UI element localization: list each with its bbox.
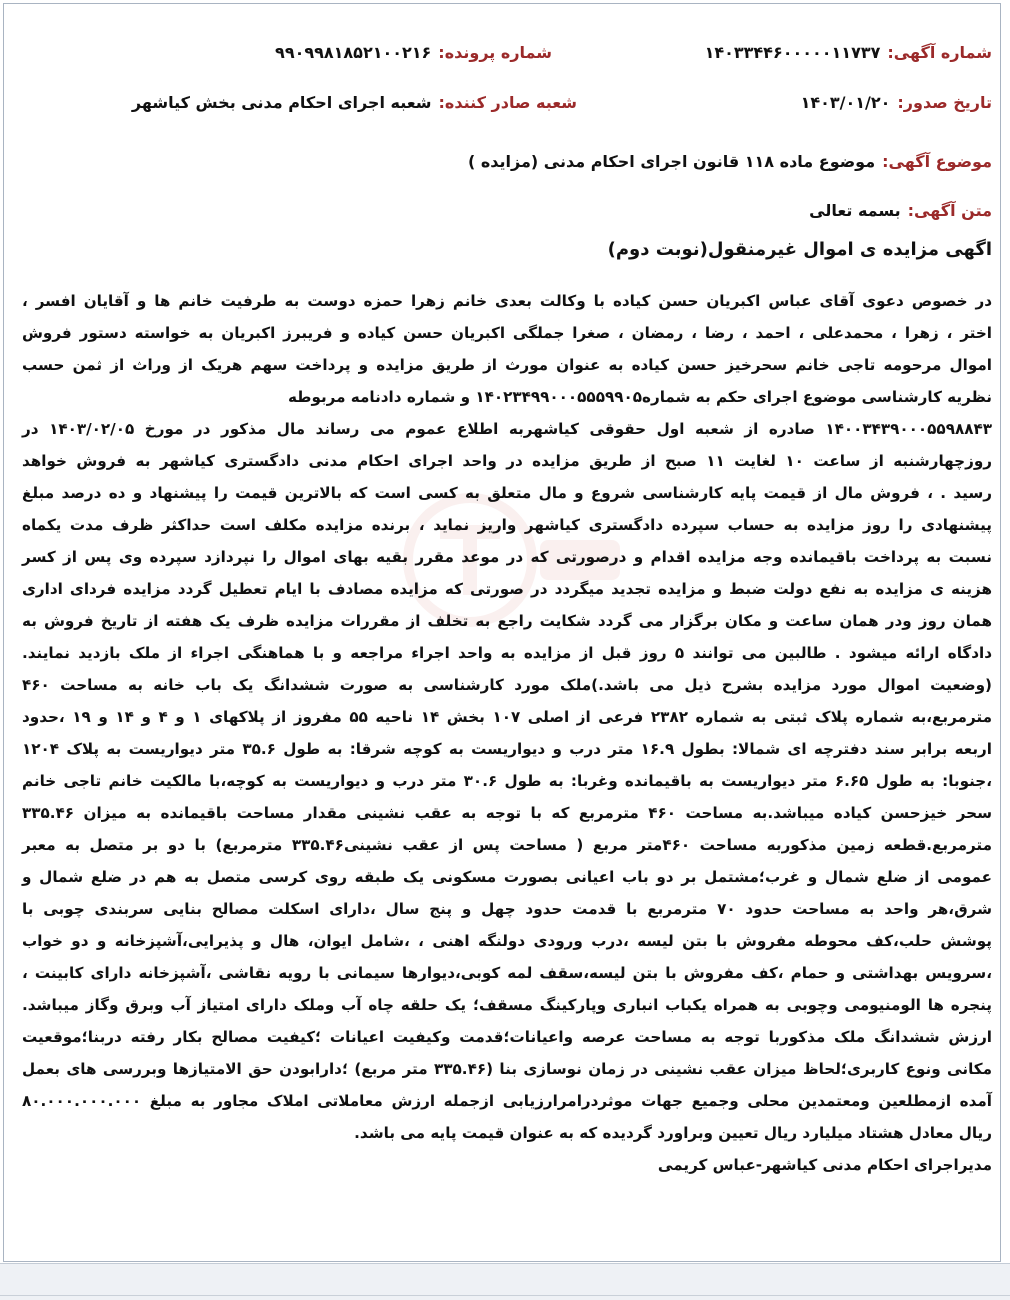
issuer-label: شعبه صادر کننده: xyxy=(438,93,577,112)
issue-date-value: ۱۴۰۳/۰۱/۲۰ xyxy=(800,93,891,112)
ad-number-label: شماره آگهی: xyxy=(887,43,992,62)
body-text-line: مترمربع.قطعه زمین مذکوربه مساحت ۴۶۰متر مربع ( مساحت پس از عقب نشینی۳۳۵.۴۶ مترمربع) با دو بر متصل به معبر xyxy=(22,836,992,854)
body-text-line: اختر ، زهرا ، محمدعلی ، احمد ، رضا ، رمضان ، صغرا جملگی اکبریان حسن کیاده و فریبرز اکبریان به خواسته دستور فروش xyxy=(22,324,992,342)
body-text-line: سحر خیزحسن کیاده میباشد.به مساحت ۴۶۰ مترمربع که با توجه به عقب نشینی مقدار مساحت باقیمانده به میزان ۳۳۵.۴۶ xyxy=(22,804,992,822)
body-text-line: نسبت به پرداخت باقیمانده وجه مزایده اقدام و درصورتی که در موعد مقرر بقیه بهای اموال را نپردازد سپرده وی پس از کسر xyxy=(22,548,992,566)
body-text-line: مترمربع،به شماره پلاک ثبتی به شماره ۲۳۸۲ فرعی از اصلی ۱۰۷ بخش ۱۴ ناحیه ۵۵ مفروز از پلاکهای ۱ و ۴ و ۱۴ و ۱۹ ،حدود xyxy=(22,708,992,726)
issue-date-label: تاریخ صدور: xyxy=(897,93,992,112)
issuer-field xyxy=(132,91,577,115)
ad-number-field xyxy=(705,41,992,65)
subject-label: موضوع آگهی: xyxy=(882,152,992,171)
body-text-line: آمده ازمطلعین ومعتمدین محلی وجمیع جهات موثردرامرارزیابی ازجمله ارزش معاملاتی املاک مجاور به مبلغ ۸۰.۰۰۰.۰۰۰.۰۰۰ xyxy=(22,1092,992,1110)
body-text-line: هزینه ی مزایده به نفع دولت ضبط و مزایده تجدید میگردد در صورتی که مزایده مصادف با ایام تعطیل گردد مزایده فردای اداری xyxy=(22,580,992,598)
body-text-line: (وضعیت اموال مورد مزایده بشرح ذیل می باشد.)ملک مورد کارشناسی به صورت ششدانگ یک باب خانه به مساحت ۴۶۰ xyxy=(22,676,992,694)
issuer-value: شعبه اجرای احکام مدنی بخش کیاشهر xyxy=(131,93,432,112)
body-text-line: ریال معادل هشتاد میلیارد ریال تعیین وبراورد گردیده که به عنوان قیمت پایه می باشد. xyxy=(354,1124,992,1142)
body-text-line: شرق،هر واحد به مساحت حدود ۷۰ مترمربع با قدمت حدود چهل و پنج سال ،دارای اسکلت مصالح بنایی سربندی چوبی با xyxy=(22,900,992,918)
body-text-line: همان روز ودر همان ساعت و مکان برگزار می گردد شکایت راجع به تخلف از مقررات مزایده ظرف یک هفته از تاریخ فروش به xyxy=(22,612,992,630)
body-text-line: در خصوص دعوی آقای عباس اکبریان حسن کیاده با وکالت بعدی خانم زهرا حمزه دوست به طرفیت خانم ها و آقایان افسر ، xyxy=(22,292,992,310)
bottom-divider xyxy=(0,1295,1010,1296)
notice-title: اگهی مزایده ی اموال غیرمنقول(نوبت دوم) xyxy=(607,239,992,260)
body-text-line: اموال مرحومه تاجی خانم سحرخیز حسن کیاده به عنوان مورث از طریق مزایده و پرداخت سهم هریک از وراث از ثمن حسب xyxy=(22,356,992,374)
body-text-line: ،جنوبا: به طول ۶.۶۵ متر دیواریست به باقیمانده وغربا: به طول ۳۰.۶ متر درب و دیواریست به کوچه،با مالکیت خانم تاجی خانم xyxy=(22,772,993,790)
body-text-line: ارزش ششدانگ ملک مذکوربا توجه به مساحت عرصه واعیانات؛قدمت وکیفیت اعیانات ؛کیفیت مصالح بکار رفته دربنا؛موقعیت xyxy=(22,1028,992,1046)
body-text-line: پوشش حلب،کف محوطه مفروش با بتن لیسه ،درب ورودی دولنگه اهنی ، ،شامل ایوان، هال و پذیرایی،آشپزخانه و دو خواب xyxy=(22,932,992,950)
body-text-line: ،سرویس بهداشتی و حمام ،کف مفروش با بتن لیسه،سقف لمه کوبی،دیوارها سیمانی با رویه نقاشی ،آشپزخانه دارای کابینت ، xyxy=(22,964,992,982)
viewer-bottom-bar xyxy=(0,1263,1010,1300)
body-text-line: نظریه کارشناسی موضوع اجرای حکم به شماره۱۴۰۲۳۴۹۹۰۰۰۵۵۵۹۹۰۵ و شماره دادنامه مربوطه xyxy=(287,388,992,406)
notice-opening: بسمه تعالی xyxy=(809,201,901,220)
notice-text-label: متن آگهی: xyxy=(907,201,992,220)
ad-number-value: ۱۴۰۳۳۴۴۶۰۰۰۰۰۱۱۷۳۷ xyxy=(704,43,881,62)
body-text-line: روزچهارشنبه از ساعت ۱۰ لغایت ۱۱ صبح از طریق مزایده در واحد اجرای احکام مدنی دادگستری کیاشهر به فروش خواهد xyxy=(22,452,993,470)
subject-value: موضوع ماده ۱۱۸ قانون اجرای احکام مدنی (مزایده ) xyxy=(467,152,876,171)
signature-line: مدیراجرای احکام مدنی کیاشهر-عباس کریمی xyxy=(657,1156,992,1174)
body-text-line: اربعه برابر سند دفترچه ای شمالا: بطول ۱۶.۹ متر درب و دیواریست به کوچه شرقا: به طول ۳۵.۶ متر دیواریست به پلاک ۱۲۰۴ xyxy=(22,740,992,758)
body-text-line: پنجره ها الومنیومی وچوبی به همراه یکباب انباری وپارکینگ مسقف؛ یک حلقه چاه آب وملک دارای امتیاز آب وبرق وگاز میباشد. xyxy=(22,996,992,1014)
notice-text-field xyxy=(809,199,992,223)
case-number-field xyxy=(275,41,552,65)
case-number-value: ۹۹۰۹۹۸۱۸۵۲۱۰۰۲۱۶ xyxy=(275,43,432,62)
body-text-line: رسید . ، فروش مال از قیمت پایه کارشناسی شروع و مال متعلق به کسی است که بالاترین قیمت را پیشنهاد و ده درصد مبلغ xyxy=(22,484,992,502)
body-text-line: عمومی از ضلع شمال و غرب؛مشتمل بر دو باب اعیانی بصورت مسکونی یک طبقه روی کرسی متصل به هم در ضلع شمال و xyxy=(22,868,992,886)
issue-date-field xyxy=(801,91,992,115)
body-text-line: ۱۴۰۰۳۴۳۹۰۰۰۵۵۹۸۸۴۳ صادره از شعبه اول حقوقی کیاشهربه اطلاع عموم می رساند مال مذکور در مورخ ۱۴۰۳/۰۲/۰۵ در xyxy=(22,420,992,438)
body-text-line: پیشنهادی را روز مزایده به حساب سپرده دادگستری کیاشهر واریز نماید ، برنده مزایده مکلف است حداکثر ظرف مدت یکماه xyxy=(22,516,992,534)
notice-body xyxy=(22,285,992,1181)
case-number-label: شماره پرونده: xyxy=(438,43,552,62)
subject-field xyxy=(468,150,992,174)
body-text-line: مکانی ونوع کاربری؛لحاظ میزان عقب نشینی در زمان نوسازی بنا (۳۳۵.۴۶ متر مربع) ؛دارابودن حق الامتیازها وبررسی های بعمل xyxy=(22,1060,992,1078)
body-text-line: دادگاه ارائه میشود . طالبین می توانند ۵ روز قبل از مزایده به واحد اجراء مراجعه و با هماهنگی اجراء از ملک بازدید نمایند. xyxy=(22,644,993,662)
